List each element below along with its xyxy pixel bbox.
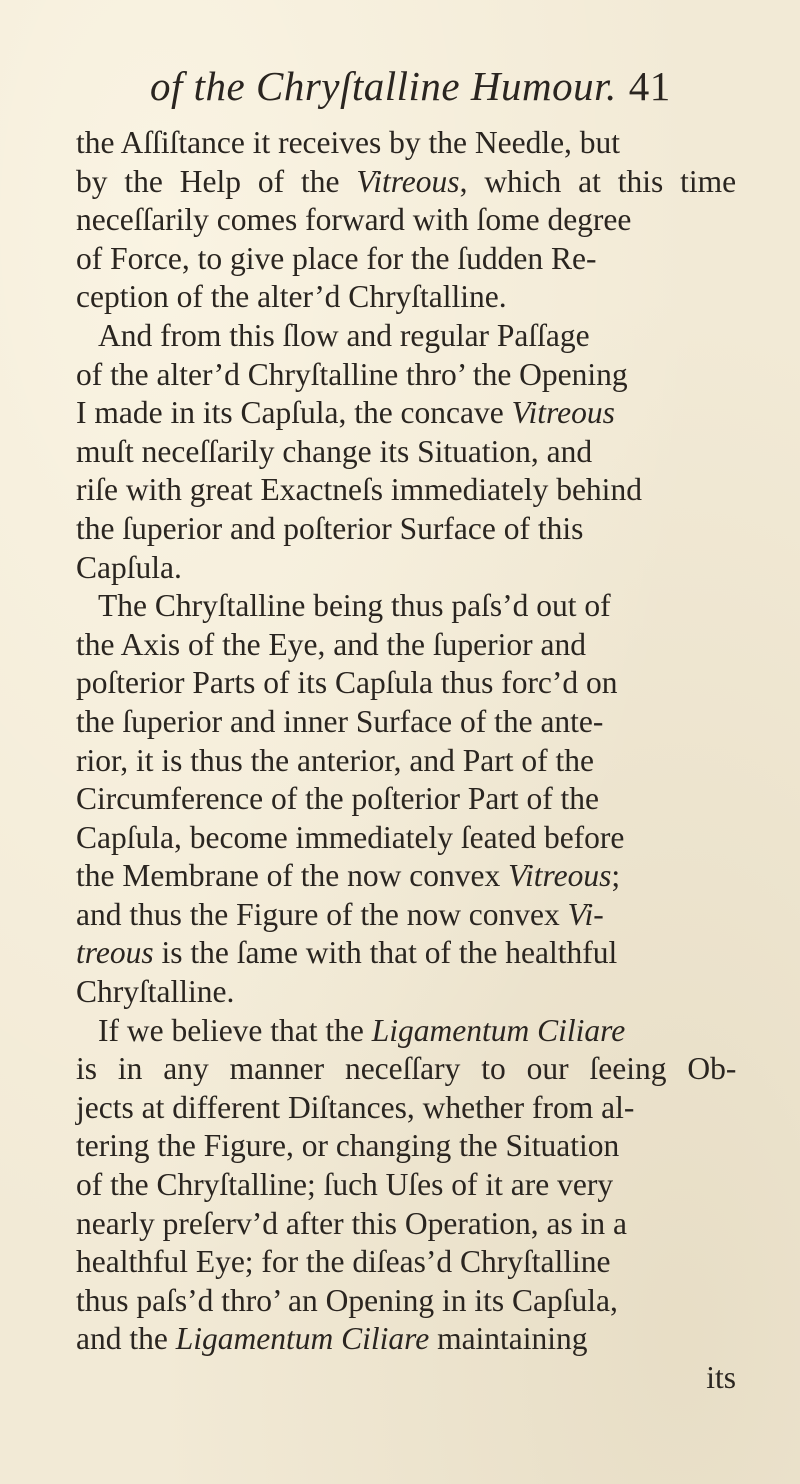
text-line — [76, 471, 736, 510]
text-line — [76, 433, 736, 472]
text-segment: poſterior Parts of its Capſula thus forc’d on — [76, 665, 618, 701]
italic-text: Ligamentum Ciliare — [175, 1321, 430, 1357]
text-line — [76, 278, 736, 317]
text-segment: The Chryſtalline being thus paſs’d out of — [98, 588, 611, 624]
text-line — [76, 317, 736, 356]
text-segment: by the Help of the — [76, 163, 357, 199]
text-segment: is the ſame with that of the healthful — [153, 935, 618, 971]
text-line — [76, 896, 736, 935]
text-segment: muſt neceſſarily change its Situation, and — [76, 433, 593, 469]
text-line — [76, 973, 736, 1012]
text-segment: thus paſs’d thro’ an Opening in its Capſula, — [76, 1282, 618, 1318]
text-line — [76, 742, 736, 781]
italic-text: Vitreous — [356, 163, 460, 199]
text-segment: Capſula. — [76, 549, 182, 585]
text-segment: I made in its Capſula, the concave — [76, 395, 512, 431]
text-segment: the ſuperior and inner Surface of the ante- — [76, 703, 604, 739]
text-segment: maintaining — [429, 1321, 588, 1357]
text-line — [76, 587, 736, 626]
text-segment: tering the Figure, or changing the Situation — [76, 1128, 620, 1164]
text-segment: jects at different Diſtances, whether from al- — [76, 1089, 635, 1125]
text-line — [76, 1205, 736, 1244]
text-segment: of the Chryſtalline; ſuch Uſes of it are very — [76, 1167, 614, 1203]
text-segment: rior, it is thus the anterior, and Part of the — [76, 742, 594, 778]
running-header — [150, 62, 730, 110]
text-line — [76, 664, 736, 703]
text-segment: is in any manner neceſſary to our ſeeing Ob- — [76, 1051, 737, 1087]
text-segment: Chryſtalline. — [76, 974, 235, 1010]
text-segment: riſe with great Exactneſs immediately behind — [76, 472, 642, 508]
text-line — [76, 1089, 736, 1128]
text-segment: ; — [611, 858, 621, 894]
text-line — [76, 356, 736, 395]
text-line — [76, 857, 736, 896]
text-segment: the Axis of the Eye, and the ſuperior and — [76, 626, 586, 662]
text-segment: And from this ſlow and regular Paſſage — [98, 317, 590, 353]
text-segment: , which at this time — [459, 163, 737, 199]
text-line — [76, 124, 736, 163]
text-line — [76, 1050, 736, 1089]
text-segment: the ſuperior and poſterior Surface of this — [76, 510, 584, 546]
italic-text: Ligamentum Ciliare — [371, 1012, 626, 1048]
text-segment: If we believe that the — [98, 1012, 372, 1048]
text-segment: Circumference of the poſterior Part of the — [76, 781, 600, 817]
text-segment: and thus the Figure of the now convex — [76, 896, 568, 932]
text-segment: neceſſarily comes forward with ſome degree — [76, 202, 632, 238]
text-line — [76, 1012, 736, 1051]
text-line — [76, 201, 736, 240]
text-line — [76, 780, 736, 819]
text-segment: of the alter’d Chryſtalline thro’ the Opening — [76, 356, 628, 392]
text-line — [76, 394, 736, 433]
text-line — [76, 1243, 736, 1282]
text-segment: Capſula, become immediately ſeated before — [76, 819, 625, 855]
text-segment: its — [706, 1360, 736, 1395]
text-line — [76, 1166, 736, 1205]
text-segment: the Aſſiſtance it receives by the Needle, but — [76, 125, 621, 160]
text-line — [76, 1127, 736, 1166]
text-segment: of Force, to give place for the ſudden Re- — [76, 240, 597, 276]
text-segment: and the — [76, 1321, 176, 1357]
text-line — [76, 626, 736, 665]
italic-text: treous — [76, 935, 154, 971]
text-segment: healthful Eye; for the diſeas’d Chryſtalline — [76, 1244, 611, 1280]
text-segment: ception of the alter’d Chryſtalline. — [76, 279, 507, 315]
running-title: of the Chryſtalline Humour. — [150, 63, 617, 109]
text-line — [76, 1359, 736, 1398]
text-line — [76, 240, 736, 279]
text-line — [76, 703, 736, 742]
text-line — [76, 549, 736, 588]
italic-text: Vitreous — [511, 395, 615, 431]
text-segment: nearly preſerv’d after this Operation, as in a — [76, 1205, 628, 1241]
text-line — [76, 163, 736, 202]
text-line — [76, 819, 736, 858]
text-line — [76, 510, 736, 549]
text-segment: the Membrane of the now convex — [76, 858, 509, 894]
text-line — [76, 1320, 736, 1359]
italic-text: Vitreous — [508, 858, 612, 894]
page-number: 41 — [628, 63, 671, 109]
body-text — [76, 124, 736, 1398]
text-line — [76, 1282, 736, 1321]
italic-text: Vi- — [567, 896, 604, 932]
text-line — [76, 934, 736, 973]
